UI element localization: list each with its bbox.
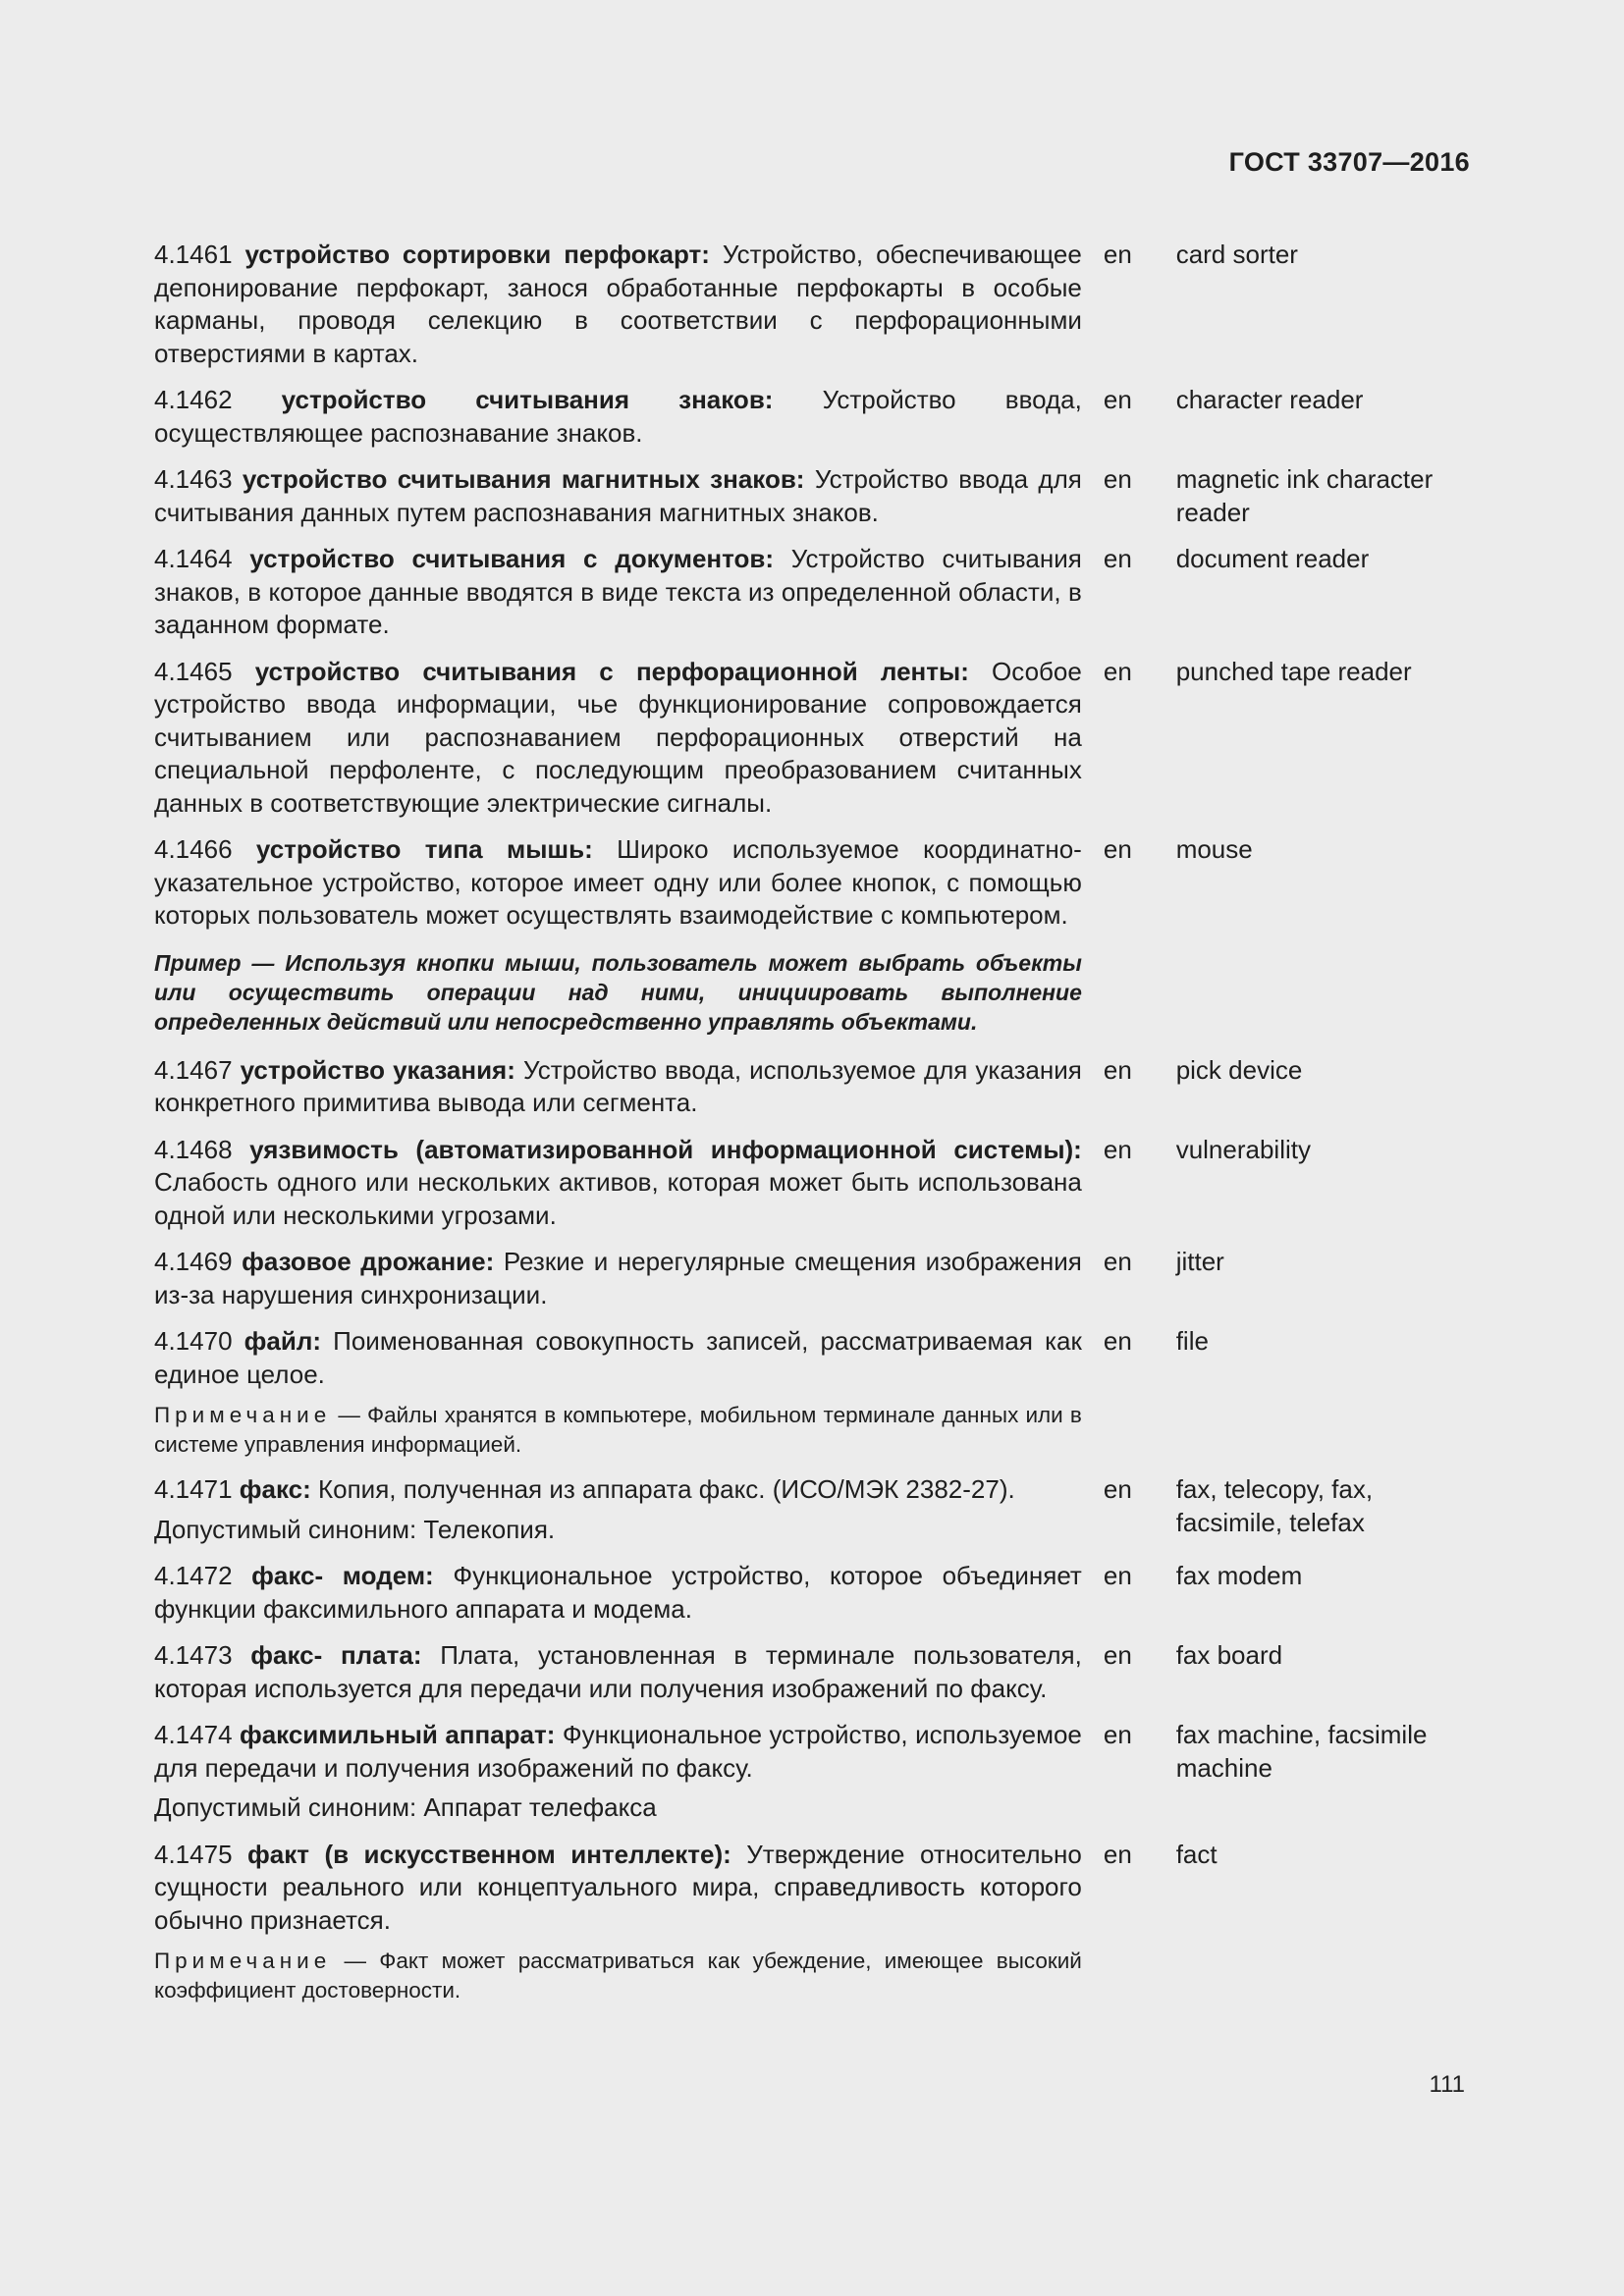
term-definition-text: Функциональное устройство, используемое для передачи и получения изображений по факсу. [154, 1720, 1082, 1783]
term-definition-text: Устройство ввода, осуществляющее распознавание знаков. [154, 385, 1082, 448]
language-code: en [1103, 1247, 1132, 1276]
term-title: факс: [239, 1474, 311, 1504]
term-definition [154, 384, 1082, 450]
term-main [154, 1560, 1082, 1626]
language-code: en [1103, 240, 1132, 269]
language-code: en [1103, 656, 1132, 686]
term-title: устройство считывания знаков: [281, 385, 774, 414]
term-title: уязвимость (автоматизированной информационной системы): [249, 1134, 1082, 1164]
term-example: Пример — Используя кнопки мыши, пользователь может выбрать объекты или осуществить операции над ними, инициировать выполнение определенных действий или непосредственно управлять объектами. [154, 949, 1082, 1035]
term-title: фазовое дрожание: [242, 1247, 495, 1276]
english-equivalent: magnetic ink character reader [1175, 464, 1434, 527]
term-definition [154, 463, 1082, 529]
term-title: устройство считывания магнитных знаков: [242, 464, 805, 494]
term-title: устройство считывания с документов: [249, 544, 775, 573]
term-number: 4.1472 [154, 1561, 233, 1590]
term-number: 4.1468 [154, 1134, 233, 1164]
term-entry [154, 1639, 1470, 1705]
english-equivalent: mouse [1175, 834, 1253, 864]
term-number: 4.1474 [154, 1720, 233, 1749]
language-code: en [1103, 544, 1132, 573]
term-entry [154, 1473, 1470, 1546]
term-definition [154, 1473, 1082, 1507]
term-entry [154, 239, 1470, 370]
language-code: en [1103, 1640, 1132, 1670]
term-entry [154, 1246, 1470, 1311]
term-main [154, 1473, 1082, 1546]
english-equivalent: punched tape reader [1175, 656, 1412, 686]
english-equivalent: pick device [1175, 1054, 1303, 1085]
term-definition [154, 543, 1082, 642]
term-entry [154, 656, 1470, 821]
english-equivalent: character reader [1175, 385, 1364, 414]
term-definition-text: Широко используемое координатно-указательное устройство, которое имеет одну или более кнопок, с помощью которых пользователь может осуществлять взаимодействие с компьютером. [154, 834, 1082, 930]
language-code: en [1103, 1720, 1132, 1749]
term-main [154, 1054, 1082, 1120]
term-definition [154, 1639, 1082, 1705]
language-code: en [1103, 385, 1132, 414]
term-title: факс- модем: [251, 1561, 434, 1590]
term-title: устройство сортировки перфокарт: [244, 240, 710, 269]
term-definition-text: Устройство ввода для считывания данных путем распознавания магнитных знаков. [154, 464, 1082, 527]
language-code: en [1103, 1839, 1132, 1869]
term-definition-text: Слабость одного или нескольких активов, которая может быть использована одной или несколькими угрозами. [154, 1167, 1082, 1230]
english-equivalent: fax modem [1175, 1561, 1303, 1590]
term-number: 4.1466 [154, 834, 233, 864]
term-main [154, 543, 1082, 642]
term-definition-text: Особое устройство ввода информации, чье функционирование сопровождается считыванием или распознаванием перфорационных отверстий на специальной перфоленте, с последующим преобразованием считанных данных в соответствующие электрические сигналы. [154, 656, 1082, 818]
note-text: — Факт может рассматриваться как убеждение, имеющее высокий коэффициент достоверности. [154, 1949, 1082, 2002]
term-number: 4.1473 [154, 1640, 233, 1670]
english-equivalent: card sorter [1175, 240, 1298, 269]
term-title: файл: [244, 1326, 322, 1356]
english-equivalent: file [1175, 1326, 1209, 1356]
term-synonym: Допустимый синоним: Телекопия. [154, 1514, 556, 1544]
term-entry [154, 1719, 1470, 1825]
page-number: 111 [1429, 2071, 1465, 2098]
term-number: 4.1475 [154, 1839, 233, 1869]
term-title: устройство типа мышь: [255, 834, 593, 864]
term-definition [154, 833, 1082, 933]
term-number: 4.1470 [154, 1326, 233, 1356]
term-number: 4.1465 [154, 656, 233, 686]
term-definition-text: Утверждение относительно сущности реального или концептуального мира, справедливость которого обычно признается. [154, 1839, 1082, 1935]
term-number: 4.1462 [154, 385, 233, 414]
term-definition-text: Устройство ввода, используемое для указания конкретного примитива вывода или сегмента. [154, 1054, 1082, 1117]
term-entry [154, 543, 1470, 642]
term-definition [154, 656, 1082, 821]
term-definition-text: Устройство считывания знаков, в которое данные вводятся в виде текста из определенной области, в заданном формате. [154, 544, 1082, 639]
term-definition [154, 1839, 1082, 1938]
term-definition [154, 1325, 1082, 1391]
term-main [154, 239, 1082, 370]
term-number: 4.1464 [154, 544, 233, 573]
english-equivalent: fax board [1175, 1640, 1283, 1670]
english-equivalent: fax machine, facsimile machine [1175, 1720, 1428, 1783]
term-main [154, 833, 1082, 1041]
term-definition [154, 1246, 1082, 1311]
term-entry [154, 1560, 1470, 1626]
term-definition-text: Копия, полученная из аппарата факс. (ИСО/МЭК 2382-27). [318, 1474, 1015, 1504]
term-main [154, 1719, 1082, 1825]
language-code: en [1103, 464, 1132, 494]
term-definition [154, 1560, 1082, 1626]
note-text: — Файлы хранятся в компьютере, мобильном терминале данных или в системе управления информацией. [154, 1403, 1082, 1457]
term-entry [154, 1054, 1470, 1120]
term-definition-text: Плата, установленная в терминале пользователя, которая используется для передачи или получения изображений по факсу. [154, 1640, 1082, 1703]
term-definition-text: Устройство, обеспечивающее депонирование перфокарт, занося обработанные перфокарты в особые карманы, проводя селекцию в соответствии с перфорационными отверстиями в картах. [154, 240, 1082, 368]
term-number: 4.1461 [154, 240, 233, 269]
english-equivalent: document reader [1175, 544, 1370, 573]
term-entry [154, 1839, 1470, 2006]
term-synonym: Допустимый синоним: Аппарат телефакса [154, 1792, 657, 1822]
term-definition-text: Резкие и нерегулярные смещения изображения из-за нарушения синхронизации. [154, 1247, 1082, 1309]
term-title: факсимильный аппарат: [239, 1720, 556, 1749]
term-definition-text: Функциональное устройство, которое объединяет функции факсимильного аппарата и модема. [154, 1561, 1082, 1624]
language-code: en [1103, 1561, 1132, 1590]
term-list [154, 239, 1470, 2019]
language-code: en [1103, 1054, 1132, 1085]
term-definition [154, 1134, 1082, 1233]
term-title: факс- плата: [250, 1640, 422, 1670]
term-number: 4.1467 [154, 1054, 233, 1085]
term-main [154, 384, 1082, 450]
term-number: 4.1463 [154, 464, 233, 494]
term-title: факт (в искусственном интеллекте): [247, 1839, 731, 1869]
english-equivalent: vulnerability [1175, 1134, 1311, 1164]
note-label: Примечание [154, 1403, 332, 1427]
term-definition-text: Поименованная совокупность записей, рассматриваемая как единое целое. [154, 1326, 1082, 1389]
term-title: устройство указания: [240, 1054, 515, 1085]
language-code: en [1103, 1326, 1132, 1356]
term-number: 4.1471 [154, 1474, 233, 1504]
language-code: en [1103, 834, 1132, 864]
term-note [154, 1947, 1082, 2005]
term-entry [154, 463, 1470, 529]
language-code: en [1103, 1474, 1132, 1504]
term-number: 4.1469 [154, 1247, 233, 1276]
note-label: Примечание [154, 1949, 332, 1973]
english-equivalent: jitter [1175, 1247, 1224, 1276]
term-main [154, 1134, 1082, 1233]
term-definition [154, 1719, 1082, 1785]
term-title: устройство считывания с перфорационной ленты: [254, 656, 969, 686]
term-entry [154, 1134, 1470, 1233]
language-code: en [1103, 1134, 1132, 1164]
term-entry [154, 1325, 1470, 1460]
term-main [154, 1325, 1082, 1460]
term-note [154, 1401, 1082, 1460]
term-entry [154, 384, 1470, 450]
term-definition [154, 1054, 1082, 1120]
english-equivalent: fax, telecopy, fax, facsimile, telefax [1175, 1474, 1374, 1537]
document-header: ГОСТ 33707—2016 [1228, 147, 1470, 177]
term-main [154, 1246, 1082, 1311]
term-entry [154, 833, 1470, 1041]
term-main [154, 1639, 1082, 1705]
term-definition [154, 239, 1082, 370]
term-main [154, 656, 1082, 821]
term-main [154, 463, 1082, 529]
term-main [154, 1839, 1082, 2006]
english-equivalent: fact [1175, 1839, 1218, 1869]
